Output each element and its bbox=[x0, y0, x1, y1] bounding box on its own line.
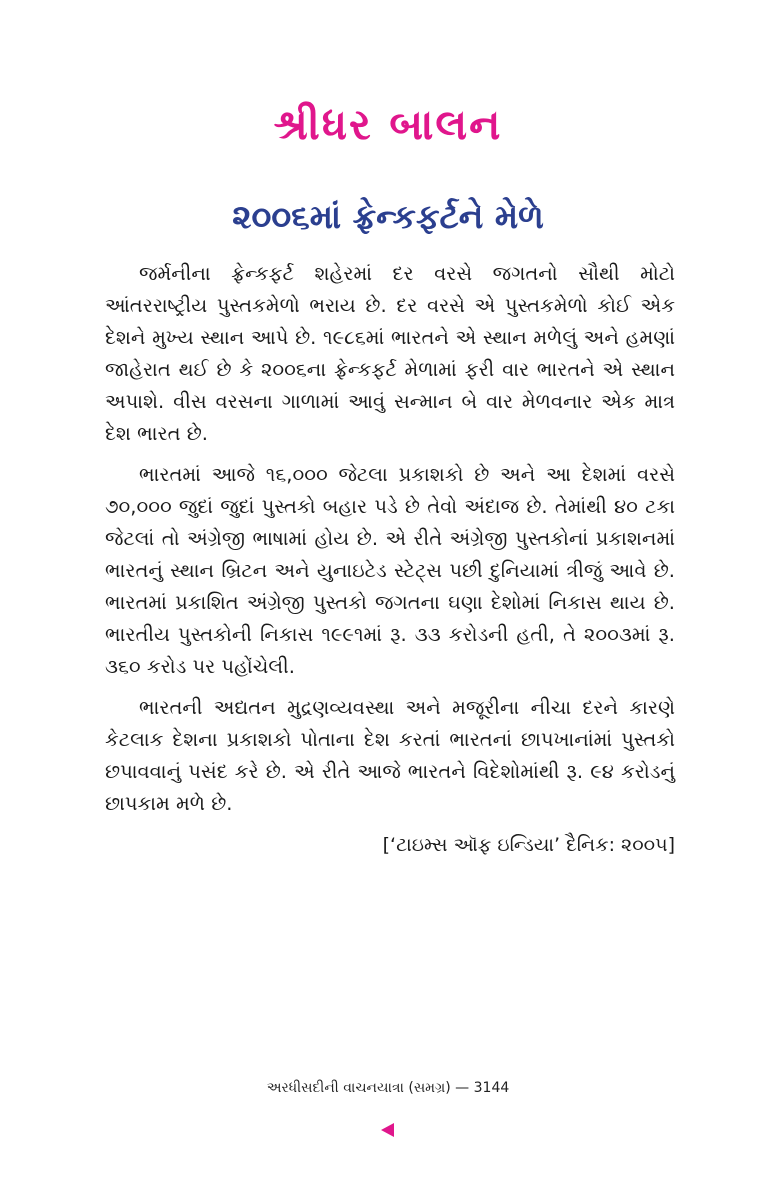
paragraph-3: ભારતની અદ્યતન મુદ્રણવ્યવસ્થા અને મજૂરીના નીચા દરને કારણે કેટલાક દેશના પ્રકાશકો પોતાના દેશ કરતાં ભારતનાં છાપખાનાંમાં પુસ્તકો છપાવવાનું પસંદ કરે છે. એ રીતે આજે ભારતને વિદેશોમાંથી રૂ. ૯૪ કરોડનું છાપકામ મળે છે. bbox=[105, 696, 675, 815]
article-title: ૨૦૦૬માં ફ્રેન્કફર્ટને મેળે bbox=[232, 197, 544, 236]
page-footer: અરધીસદીની વાચનયાત્રા (સમગ્ર) — 3144 bbox=[266, 1080, 510, 1096]
paragraph-2: ભારતમાં આજે ૧૬,૦૦૦ જેટલા પ્રકાશકો છે અને આ દેશમાં વરસે ૭૦,૦૦૦ જુદાં જુદાં પુસ્તકો બહાર પડે છે તેવો અંદાજ છે. તેમાંથી ૪૦ ટકા જેટલાં તો અંગ્રેજી ભાષામાં હોય છે. એ રીતે અંગ્રેજી પુસ્તકોનાં પ્રકાશનમાં ભારતનું સ્થાન બ્રિટન અને યુનાઇટેડ સ્ટેટ્સ પછી દુનિયામાં ત્રીજું આવે છે. ભારતમાં પ્રકાશિત અંગ્રેજી પુસ્તકો જગતના ઘણા દેશોમાં નિકાસ થાય છે. ભારતીય પુસ્તકોની નિકાસ ૧૯૯૧માં રૂ. ૩૩ કરોડની હતી, તે ૨૦૦૩માં રૂ. ૩૬૦ કરોડ પર પહોંચેલી. bbox=[105, 463, 675, 678]
author-name: શ્રીધર બાલન bbox=[273, 100, 503, 149]
previous-page-arrow-icon[interactable] bbox=[381, 1123, 394, 1137]
source-citation: [‘ટાઇમ્સ ઑફ ઇન્ડિયા’ દૈનિક: ૨૦૦૫] bbox=[382, 834, 675, 856]
paragraph-1: જર્મનીના ફ્રેન્કફર્ટ શહેરમાં દર વરસે જગતનો સૌથી મોટો આંતરરાષ્ટ્રીય પુસ્તકમેળો ભરાય છે. દર વરસે એ પુસ્તકમેળો કોઈ એક દેશને મુખ્ય સ્થાન આપે છે. ૧૯૮૬માં ભારતને એ સ્થાન મળેલું અને હમણાં જાહેરાત થઈ છે કે ૨૦૦૬ના ફ્રેન્કફર્ટ મેળામાં ફરી વાર ભારતને એ સ્થાન અપાશે. વીસ વરસના ગાળામાં આવું સન્માન બે વાર મેળવનાર એક માત્ર દેશ ભારત છે. bbox=[105, 262, 675, 445]
article-body bbox=[105, 258, 675, 861]
